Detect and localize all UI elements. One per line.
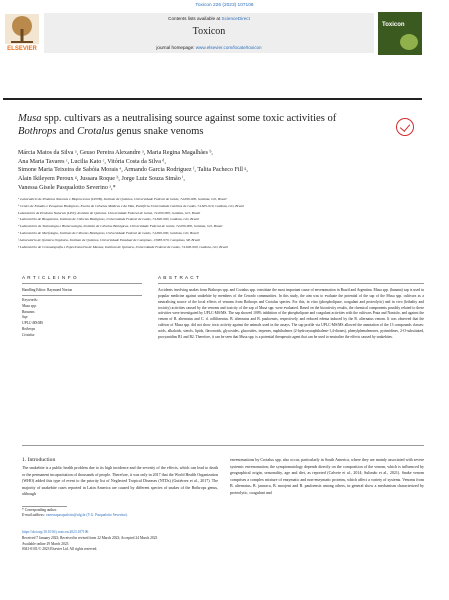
author-list <box>18 149 378 193</box>
keyword: UPLC-MS/MS <box>22 321 43 326</box>
author-line[interactable]: Ana Maria Tavares ᶜ, Lucilia Kato ᶜ, Vitória Costa da Silva ᵈ, <box>18 158 166 165</box>
email-line: E-mail address: vanessapasqualotto@ufg.br (V.G. Pasqualotto Severino). <box>22 512 128 517</box>
header-rule <box>3 98 422 100</box>
doi-link[interactable]: https://doi.org/10.1016/j.toxicon.2023.107106 <box>22 530 89 534</box>
abstract-heading: A B S T R A C T <box>158 275 200 280</box>
homepage-link[interactable]: www.elsevier.com/locate/toxicon <box>195 45 262 50</box>
keyword: Crotalus <box>22 332 35 337</box>
keywords-block <box>22 298 82 339</box>
elsevier-logo <box>3 13 41 53</box>
journal-name: Toxicon <box>192 26 226 37</box>
affiliation-item: Laboratório de Produtos Naturais (LPN), Instituto de Química, Universidade Federal de Goiás, 74.690-900, Goiânia, GO, Brazil <box>18 210 201 215</box>
cover-artwork <box>400 34 418 50</box>
affiliation-item: ᵈ Laboratório de Toxinologia e Biotecnologia, Instituto de Ciências Biológicas, Universidade Federal de Goiás, 74.690-900, Goiânia, GO, Brazil <box>18 224 223 229</box>
homepage-line: journal homepage: www.elsevier.com/locate/toxicon <box>156 45 262 50</box>
author-line[interactable]: Simone Maria Teixeira de Sabóia Morais ᵉ, Armando Garcia Rodriguez ᶠ, Talita Pacheco Fill ᵍ, <box>18 167 248 174</box>
abstract-text: Accidents involving snakes from Bothrops spp. and Crotalus spp. constitute the most important cause of envenomation in Brazil and Argentina. Musa spp. (banana) sap is used in popular medicine against snakebite by members of the Cerrado communities. In this study, the aim was to evaluate the potential of the sap of the Musa spp. cultivars as a neutralising source of the local effects of venoms from Bothrops and Crotalus species. For this, in vitro (phospholipase, coagulant and proteolytic) and in vivo (lethality and toxicity) activities caused by the venoms and toxicity of the sap of Musa spp. were evaluated. Based on the bioactivity results, the chemical components possibly related to these activities were investigated by UPLC-MS/MS. The sap showed 100% inhibition of the phospholipase and coagulant activities with the cultivars Prata and Nanicão, and against the venom of B. alternatus and C. d. collilineatus. B. alternatus and B. pauloensis, respectively, and reduced edema induced by the B. alternatus venom. It was observed that the cultivar of Musa spp. did not show toxic activity against the animals used in the assays. The sap profile via UPLC-MS/MS allowed the annotation of the 13 compounds classes: acids, alkaloids, sterols, lipids, flavonoids, glycosides, glucosides, terpenes, naphthalenes (2-hydroxynaphthalene-1,4-diones), phenylphenalenones, pyrimidines, 2-O-substituted, procyanidins B1 and B2. Therefore, it can be seen that Musa spp. is a potential therapeutic agent that can be used to neutralise the effects caused by snakebites. <box>158 288 424 339</box>
contents-line: Contents lists available at ScienceDirect <box>168 16 250 21</box>
author-line[interactable]: Márcia Matos da Silva ᵃ, Geuso Pereira Alexandre ᵃ, Maria Regina Magalhães ᵇ, <box>18 150 213 156</box>
publisher-name: ELSEVIER <box>7 46 37 52</box>
keyword: Bothrops <box>22 326 36 331</box>
copyright-notice: 0041-0101/© 2023 Elsevier Ltd. All rights reserved. <box>22 547 98 552</box>
check-for-updates-icon[interactable] <box>396 118 414 136</box>
correspondence-footnote <box>22 508 162 517</box>
journal-header <box>44 13 374 53</box>
article-info-rule <box>22 283 142 284</box>
introduction-column-right: envenomations by Crotalus spp. also occur, particularly in South America, where they are mainly associated with severe systemic envenomation; the symptomatology depends directly on the composition of the venom, which is influenced by geographical origin, seasonality, age and diet, as reported (Calvete et al., 2014; Sulimão et al., 2021). Snake venom comprises a complex mixture of enzymatic and non-enzymatic proteins, which affect a variety of systems. Venoms from B. alternatus, B. jararaca, B. moojeni and B. pauloensis among others, in general show a mechanism characterized by proteolytic, coagulant and <box>230 457 424 495</box>
article-info-heading: A R T I C L E I N F O <box>22 275 78 280</box>
cover-title: Toxicon <box>382 22 405 28</box>
affiliation-item: ᵃ Laboratório de Produtos Naturais e Bioprocessos (LPNB), Instituto de Química, Universidade Federal de Goiás, 74.690-900, Goiânia, GO, Brazil <box>18 197 227 201</box>
abstract-end-rule <box>22 445 424 446</box>
journal-cover-thumbnail <box>378 12 422 55</box>
footnote-rule <box>22 506 67 507</box>
introduction-heading: 1. Introduction <box>22 457 56 463</box>
sciencedirect-link[interactable]: ScienceDirect <box>221 16 250 21</box>
affiliation-item: ᵍ Laboratório de Cromatografia e Espectrometria de Massas, Instituto de Química, Universidade Federal de Goiás, 74.690-900, Goiânia, GO, Brazil <box>18 244 228 249</box>
corresponding-author-note: * Corresponding author. <box>22 508 57 512</box>
article-history <box>22 530 252 553</box>
affiliation-item: ᵉ Laboratório de Morfologia, Instituto de Ciências Biológicas, Universidade Federal de Goiás, 74.690-900, Goiânia, GO, Brazil <box>18 230 199 235</box>
affiliation-item: ᵇ Centro de Estudos e Pesquisas Biológicas, Escola de Ciências Médicas e da Vida, Pontifícia Universidade Católica de Goiás, 74.605-010, Goiânia, GO, Brazil <box>18 203 244 208</box>
keywords-label: Keywords: <box>22 298 38 302</box>
keyword: Bananas <box>22 309 35 314</box>
affiliation-item: ᶠ Laboratório de Química Orgânica, Instituto de Química, Universidade Estadual de Campinas, 13083-970, Campinas, SP, Brazil <box>18 237 200 242</box>
author-line[interactable]: Alain Ikileyem Peroux ᵍ, Jussara Roque ʰ, Jorge Luiz Souza Simão ⁱ, <box>18 176 185 183</box>
author-line[interactable]: Vanessa Gisele Pasqualotto Severino ᵃ,* <box>18 184 116 191</box>
journal-reference[interactable]: Toxicon 226 (2023) 107106 <box>195 3 254 8</box>
abstract-rule <box>158 283 424 284</box>
received-dates: Received 7 January 2023; Received in revised form 22 March 2023; Accepted 24 March 2023 <box>22 535 158 540</box>
email-link[interactable]: vanessapasqualotto@ufg.br (V.G. Pasqualotto Severino). <box>45 512 128 517</box>
keyword: Musa spp. <box>22 303 37 308</box>
affiliation-list <box>18 196 348 250</box>
editor-rule <box>22 295 142 296</box>
keyword: Sap <box>22 315 28 320</box>
available-online: Available online 29 March 2023 <box>22 541 69 546</box>
introduction-column-left: The snakebite is a public health problem due to its high incidence and the severity of the effects, which can lead to death or the permanent incapacitation of thousands of people. Therefore, it was only in 2017 that the World Health Organization (WHO) added this type of event to the priority list of Neglected Tropical Diseases (NTDs) (Gutiérrez et al., 2017). The majority of snakebite cases reported in Latin America are caused by different species of snakes of the Bothrops genus, although <box>22 465 218 496</box>
article-title: Musa spp. cultivars as a neutralising source against some toxic activities of Bothrops and Crotalus genus snake venoms <box>18 113 337 137</box>
affiliation-item: ᶜ Laboratório de Bioquímica, Instituto de Ciências Biológicas, Universidade Federal de Goiás, 74.690-900, Goiânia, GO, Brazil <box>18 217 199 222</box>
handling-editor: Handling Editor: Raymond Norton <box>22 288 73 292</box>
